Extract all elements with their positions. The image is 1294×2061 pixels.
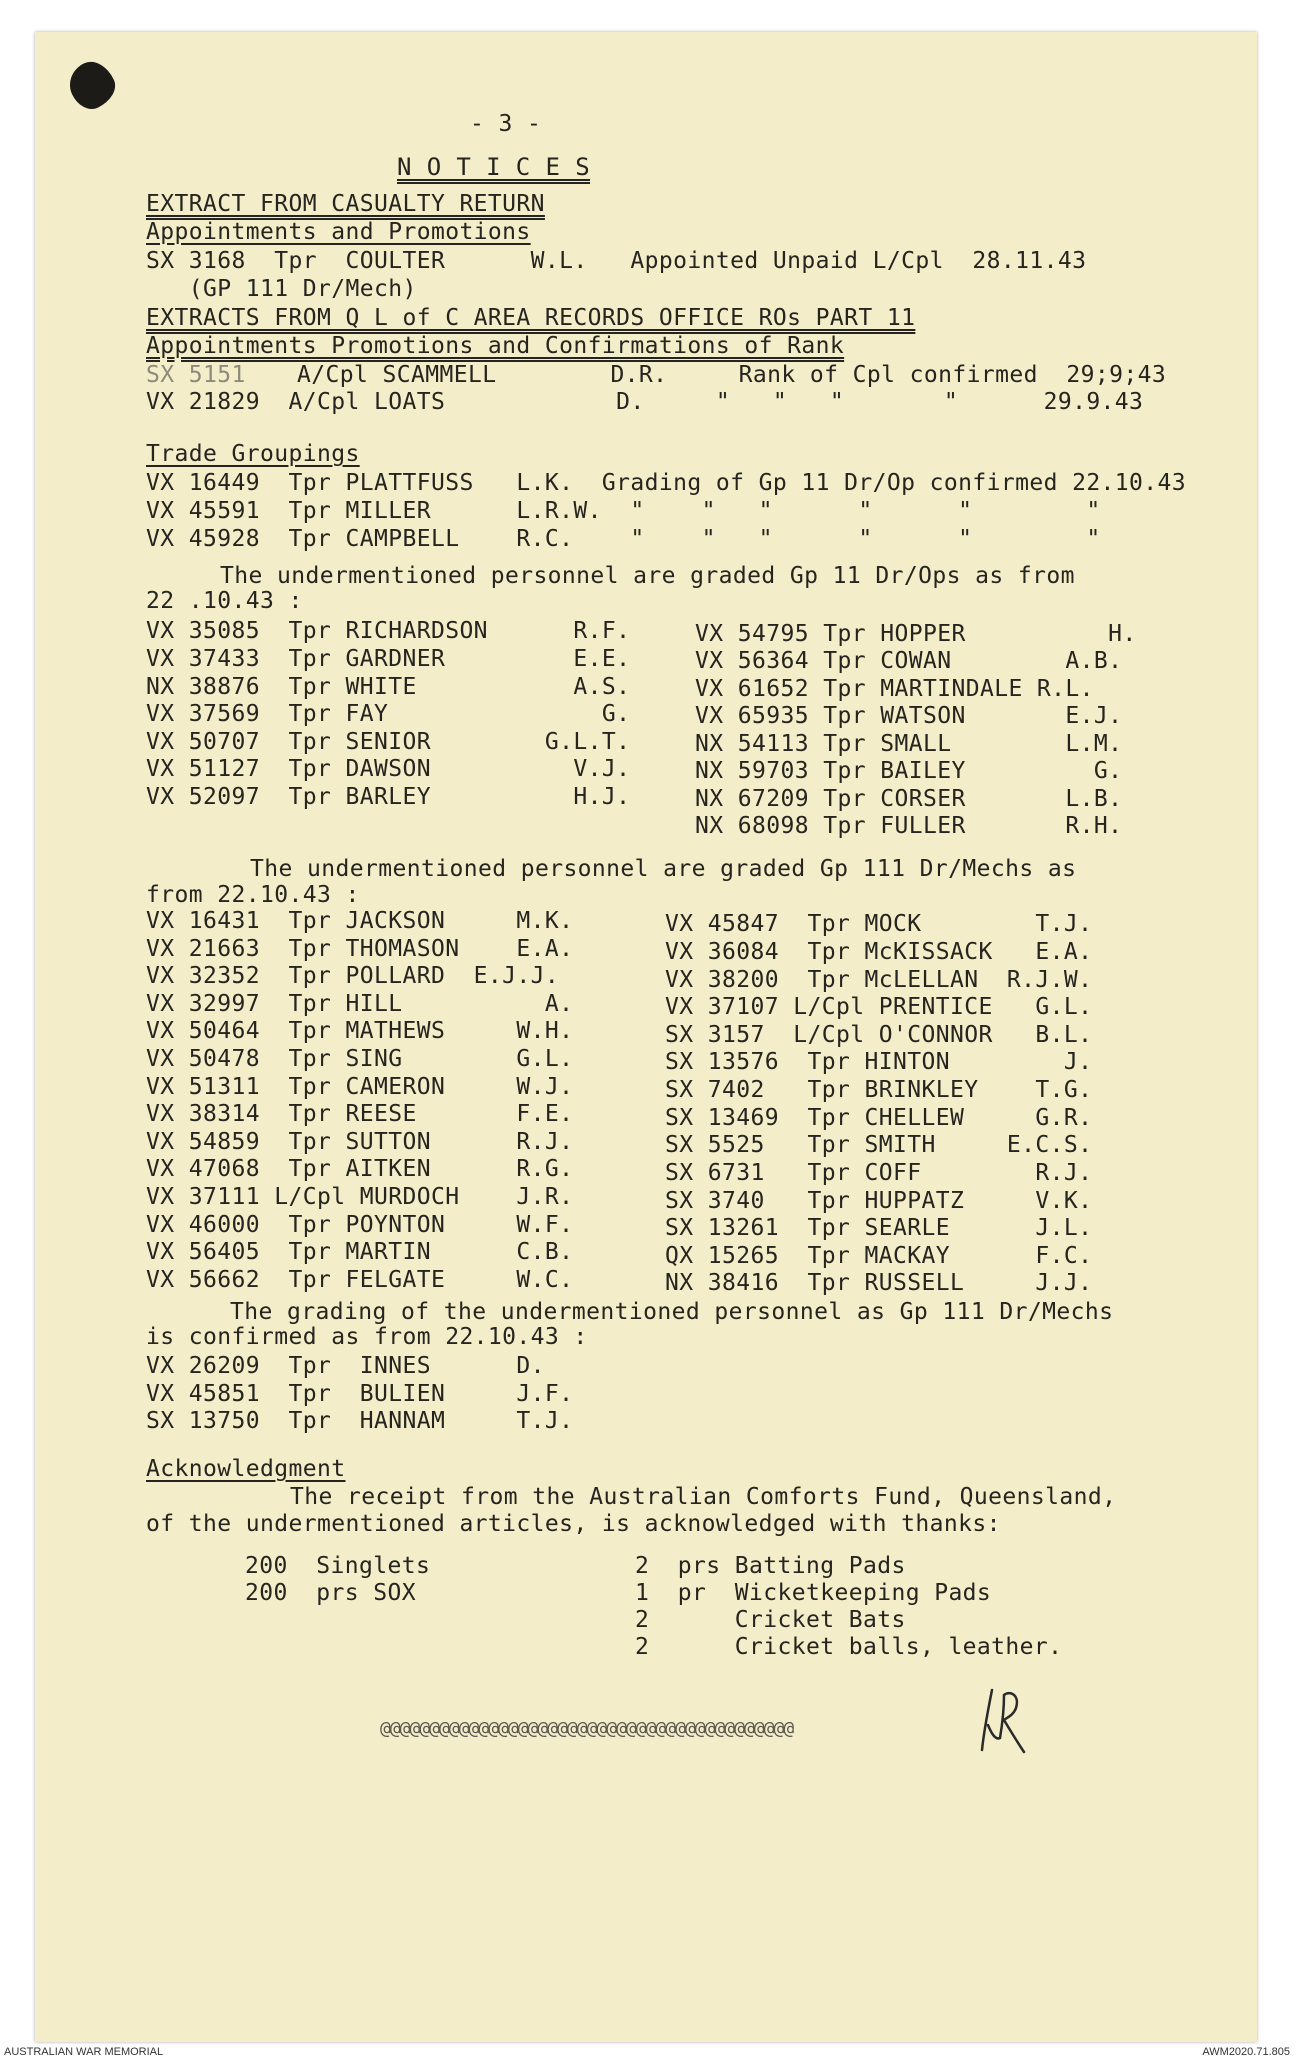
dr-mechs-right-row: VX 45847 Tpr MOCK T.J.	[665, 911, 1093, 937]
dr-ops-right-row: VX 54795 Tpr HOPPER H.	[695, 621, 1137, 647]
dr-mechs-right-row: SX 3157 L/Cpl O'CONNOR B.L.	[665, 1022, 1093, 1048]
dr-mechs-left-row: VX 38314 Tpr REESE F.E.	[146, 1101, 574, 1127]
decorative-border: @@@@@@@@@@@@@@@@@@@@@@@@@@@@@@@@@@@@@@@@@@	[380, 1718, 794, 1737]
records-subtitle: Appointments Promotions and Confirmations of Rank	[146, 333, 845, 359]
casualty-title: EXTRACT FROM CASUALTY RETURN	[146, 191, 545, 217]
dr-mechs-right-row: QX 15265 Tpr MACKAY F.C.	[665, 1243, 1093, 1269]
acknowledged-item: 2 Cricket balls, leather.	[635, 1634, 1063, 1660]
dr-ops-right-row: NX 59703 Tpr BAILEY G.	[695, 758, 1123, 784]
dr-mechs-right-row: SX 3740 Tpr HUPPATZ V.K.	[665, 1188, 1093, 1214]
casualty-line-1: SX 3168 Tpr COULTER W.L. Appointed Unpaid L/Cpl 28.11.43	[146, 248, 1087, 274]
acknowledged-item: 2 prs Batting Pads	[635, 1553, 906, 1579]
records-line-1-prefix: SX 5151	[146, 362, 260, 388]
dr-ops-right-row: NX 54113 Tpr SMALL L.M.	[695, 731, 1123, 757]
page-number: - 3 -	[470, 111, 542, 137]
dr-ops-left-row: VX 35085 Tpr RICHARDSON R.F.	[146, 618, 631, 644]
casualty-line-2: (GP 111 Dr/Mech)	[146, 276, 417, 302]
dr-ops-intro-2: 22 .10.43 :	[146, 588, 303, 614]
dr-mechs-left-row: VX 47068 Tpr AITKEN R.G.	[146, 1156, 574, 1182]
dr-mechs-left-row: VX 54859 Tpr SUTTON R.J.	[146, 1129, 574, 1155]
confirmed-row: SX 13750 Tpr HANNAM T.J.	[146, 1408, 574, 1434]
dr-mechs-left-row: VX 16431 Tpr JACKSON M.K.	[146, 908, 574, 934]
dr-ops-left-row: VX 51127 Tpr DAWSON V.J.	[146, 756, 631, 782]
dr-mechs-right-row: SX 13576 Tpr HINTON J.	[665, 1049, 1093, 1075]
confirmed-row: VX 45851 Tpr BULIEN J.F.	[146, 1381, 574, 1407]
footer-reference: AWM2020.71.805	[1202, 2046, 1290, 2058]
acknowledged-item: 200 prs SOX	[245, 1580, 416, 1606]
records-title: EXTRACTS FROM Q L of C AREA RECORDS OFFICE ROs PART 11	[146, 305, 916, 331]
dr-ops-intro-1: The undermentioned personnel are graded Gp 11 Dr/Ops as from	[220, 563, 1075, 589]
dr-ops-right-row: VX 65935 Tpr WATSON E.J.	[695, 703, 1123, 729]
dr-ops-left-row: VX 52097 Tpr BARLEY H.J.	[146, 784, 631, 810]
records-line-1: A/Cpl SCAMMELL D.R. Rank of Cpl confirmed 29;9;43	[297, 362, 1167, 388]
dr-mechs-left-row: VX 32997 Tpr HILL A.	[146, 991, 574, 1017]
dr-mechs-left-row: VX 32352 Tpr POLLARD E.J.J.	[146, 963, 560, 989]
dr-ops-left-row: VX 37433 Tpr GARDNER E.E.	[146, 646, 631, 672]
dr-mechs-left-row: VX 37111 L/Cpl MURDOCH J.R.	[146, 1184, 574, 1210]
dr-mechs-right-row: VX 36084 Tpr McKISSACK E.A.	[665, 939, 1093, 965]
trade-grouping-line: VX 16449 Tpr PLATTFUSS L.K. Grading of Gp 11 Dr/Op confirmed 22.10.43	[146, 470, 1187, 496]
acknowledged-item: 2 Cricket Bats	[635, 1607, 906, 1633]
dr-ops-left-row: VX 37569 Tpr FAY G.	[146, 701, 631, 727]
dr-ops-right-row: VX 61652 Tpr MARTINDALE R.L.	[695, 676, 1094, 702]
acknowledgment-title: Acknowledgment	[146, 1456, 346, 1482]
casualty-subtitle: Appointments and Promotions	[146, 219, 531, 245]
confirmed-intro-1: The grading of the undermentioned personnel as Gp 111 Dr/Mechs	[230, 1299, 1114, 1325]
dr-ops-right-row: NX 67209 Tpr CORSER L.B.	[695, 786, 1123, 812]
dr-mechs-right-row: SX 13469 Tpr CHELLEW G.R.	[665, 1105, 1093, 1131]
dr-mechs-intro-1: The undermentioned personnel are graded Gp 111 Dr/Mechs as	[250, 856, 1077, 882]
signature-initials	[970, 1680, 1040, 1760]
dr-mechs-left-row: VX 56662 Tpr FELGATE W.C.	[146, 1267, 574, 1293]
dr-mechs-left-row: VX 51311 Tpr CAMERON W.J.	[146, 1074, 574, 1100]
dr-ops-right-row: NX 68098 Tpr FULLER R.H.	[695, 813, 1123, 839]
dr-mechs-left-row: VX 21663 Tpr THOMASON E.A.	[146, 936, 574, 962]
dr-ops-left-row: VX 50707 Tpr SENIOR G.L.T.	[146, 729, 631, 755]
dr-mechs-right-row: SX 7402 Tpr BRINKLEY T.G.	[665, 1077, 1093, 1103]
trade-groupings-title: Trade Groupings	[146, 441, 360, 467]
dr-mechs-intro-2: from 22.10.43 :	[146, 882, 360, 908]
confirmed-intro-2: is confirmed as from 22.10.43 :	[146, 1324, 588, 1350]
dr-ops-right-row: VX 56364 Tpr COWAN A.B.	[695, 648, 1123, 674]
acknowledgment-intro-1: The receipt from the Australian Comforts Fund, Queensland,	[290, 1484, 1117, 1510]
acknowledged-item: 1 pr Wicketkeeping Pads	[635, 1580, 992, 1606]
records-line-2: VX 21829 A/Cpl LOATS D. " " " " 29.9.43	[146, 389, 1144, 415]
dr-mechs-left-row: VX 56405 Tpr MARTIN C.B.	[146, 1239, 574, 1265]
dr-mechs-right-row: SX 6731 Tpr COFF R.J.	[665, 1160, 1093, 1186]
trade-grouping-line: VX 45591 Tpr MILLER L.R.W. " " " " " "	[146, 498, 1101, 524]
trade-grouping-line: VX 45928 Tpr CAMPBELL R.C. " " " " " "	[146, 526, 1101, 552]
dr-mechs-left-row: VX 46000 Tpr POYNTON W.F.	[146, 1212, 574, 1238]
confirmed-row: VX 26209 Tpr INNES D.	[146, 1353, 545, 1379]
dr-mechs-right-row: VX 37107 L/Cpl PRENTICE G.L.	[665, 994, 1093, 1020]
acknowledged-item: 200 Singlets	[245, 1553, 431, 1579]
dr-mechs-left-row: VX 50478 Tpr SING G.L.	[146, 1046, 574, 1072]
dr-mechs-right-row: VX 38200 Tpr McLELLAN R.J.W.	[665, 967, 1093, 993]
dr-mechs-right-row: SX 13261 Tpr SEARLE J.L.	[665, 1215, 1093, 1241]
dr-mechs-left-row: VX 50464 Tpr MATHEWS W.H.	[146, 1018, 574, 1044]
dr-mechs-right-row: SX 5525 Tpr SMITH E.C.S.	[665, 1132, 1093, 1158]
acknowledgment-intro-2: of the undermentioned articles, is acknowledged with thanks:	[146, 1511, 1001, 1537]
dr-ops-left-row: NX 38876 Tpr WHITE A.S.	[146, 674, 631, 700]
dr-mechs-right-row: NX 38416 Tpr RUSSELL J.J.	[665, 1270, 1093, 1296]
page-heading: N O T I C E S	[397, 153, 591, 181]
footer-source: AUSTRALIAN WAR MEMORIAL	[4, 2046, 164, 2058]
